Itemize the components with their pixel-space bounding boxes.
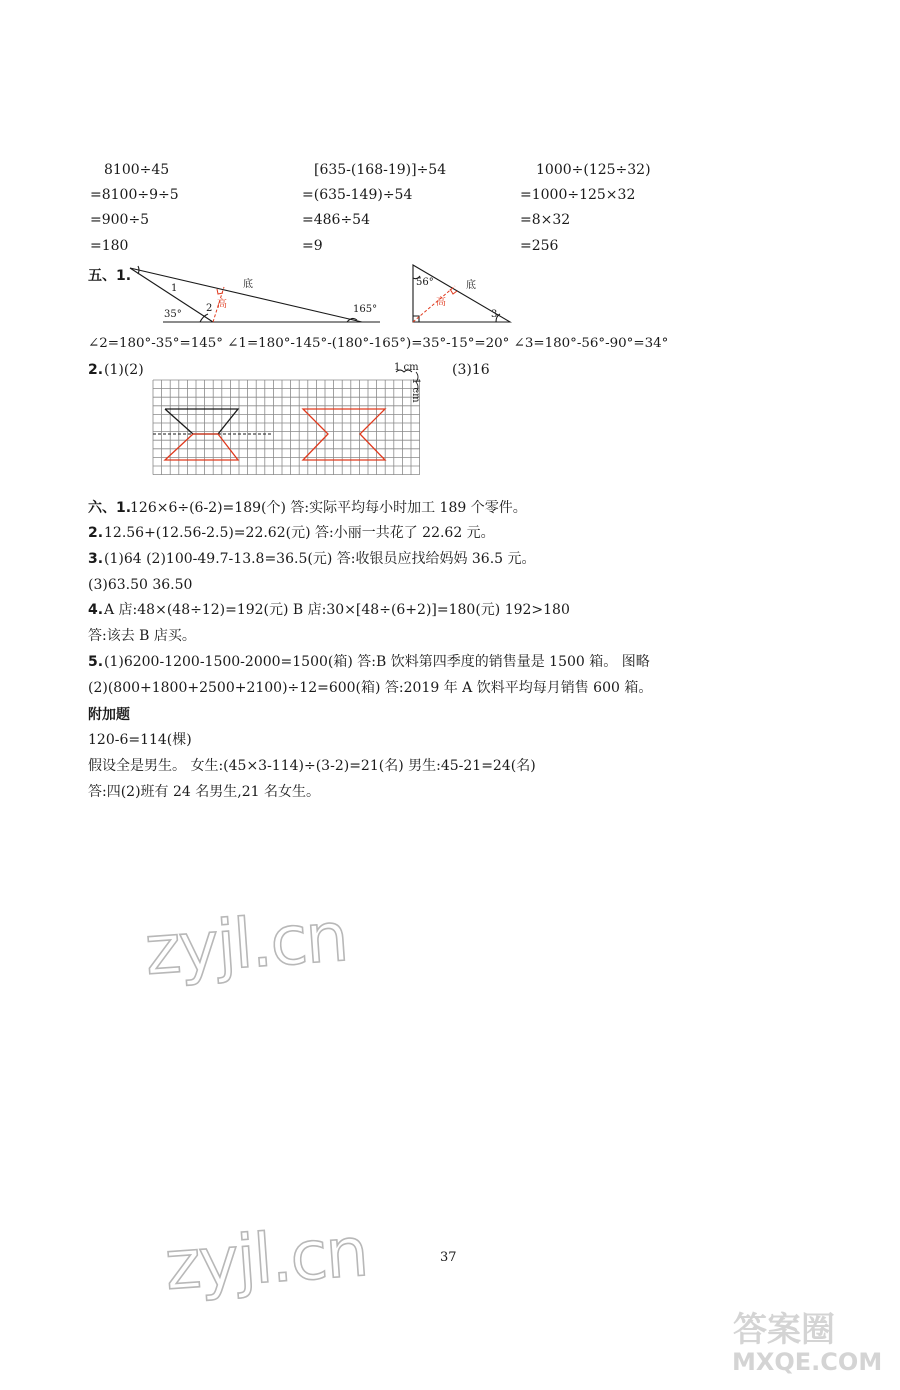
- extra-title: 附加题: [88, 707, 130, 723]
- angle-arc: [200, 314, 208, 322]
- translated-shape: [303, 409, 385, 460]
- fig2-label-3: 3: [491, 309, 498, 320]
- extra-line-2: 假设全是男生。 女生:(45×3-114)÷(3-2)=21(名) 男生:45-21=24(名): [88, 758, 536, 774]
- s6-q1-number: 六、1.: [88, 500, 132, 516]
- s6-q4-b: 答:该去 B 店买。: [88, 628, 196, 644]
- original-shape: [165, 409, 238, 434]
- s6-q3-number: 3.: [88, 551, 104, 567]
- calc-line: =9: [302, 238, 323, 254]
- calc-line: =180: [90, 238, 129, 254]
- s6-q1: 126×6÷(6-2)=189(个) 答:实际平均每小时加工 189 个零件。: [130, 500, 527, 516]
- calc-line: 1000÷(125÷32): [536, 162, 651, 178]
- calc-line: =1000÷125×32: [520, 187, 636, 203]
- square-grid: [153, 380, 420, 475]
- reflected-shape: [165, 434, 238, 460]
- calc-line: =8×32: [520, 212, 571, 228]
- page-number: 37: [440, 1250, 457, 1265]
- q2-number: 2.: [88, 362, 104, 378]
- extra-line-3: 答:四(2)班有 24 名男生,21 名女生。: [88, 784, 320, 800]
- q2-parts: (1)(2): [104, 362, 144, 378]
- cm-label-horizontal: 1 cm: [394, 362, 419, 373]
- calc-line: =8100÷9÷5: [90, 187, 179, 203]
- s6-q3-b: (3)63.50 36.50: [88, 577, 193, 593]
- fig1-angle-35: 35°: [164, 309, 182, 320]
- angle-arc: [347, 318, 357, 322]
- fig2-angle-56: 56°: [416, 277, 434, 288]
- fig1-label-2: 2: [206, 303, 213, 314]
- watermark-zyjl: zyjl.cn: [162, 1213, 370, 1306]
- s6-q5: (1)6200-1200-1500-2000=1500(箱) 答:B 饮料第四季度的销售量是 1500 箱。 图略: [104, 654, 650, 670]
- calc-line: =256: [520, 238, 559, 254]
- s6-q5-b: (2)(800+1800+2500+2100)÷12=600(箱) 答:2019 年 A 饮料平均每月销售 600 箱。: [88, 680, 653, 696]
- extra-line-1: 120-6=114(棵): [88, 732, 192, 748]
- s6-q5-number: 5.: [88, 654, 104, 670]
- s6-q2: 12.56+(12.56-2.5)=22.62(元) 答:小丽一共花了 22.62 元。: [104, 525, 495, 541]
- fig1-angle-165: 165°: [353, 304, 378, 315]
- height-line-2: [413, 286, 457, 322]
- calc-line: =486÷54: [302, 212, 370, 228]
- fig2-base-label: 底: [466, 280, 476, 291]
- fig1-height-label: 高: [217, 299, 227, 310]
- watermark-zyjl: zyjl.cn: [142, 898, 350, 991]
- s6-q3: (1)64 (2)100-49.7-13.8=36.5(元) 答:收银员应找给妈妈 36.5 元。: [104, 551, 536, 567]
- cm-label-vertical: 1 cm: [410, 378, 421, 403]
- s6-q4-number: 4.: [88, 602, 104, 618]
- angle-answer: ∠2=180°-35°=145° ∠1=180°-145°-(180°-165°)=35°-15°=20° ∠3=180°-56°-90°=34°: [88, 336, 669, 351]
- calc-line: =900÷5: [90, 212, 150, 228]
- calc-line: 8100÷45: [104, 162, 170, 178]
- fig1-base-label: 底: [243, 279, 253, 290]
- calc-line: =(635-149)÷54: [302, 187, 413, 203]
- right-angle-mark: [413, 316, 419, 322]
- answer-site-url: MXQE.COM: [732, 1348, 883, 1376]
- calc-line: [635-(168-19)]÷54: [314, 162, 447, 178]
- s6-q2-number: 2.: [88, 525, 104, 541]
- section-5-number: 五、1.: [88, 268, 132, 284]
- fig2-height-label: 高: [436, 297, 446, 308]
- s6-q4: A 店:48×(48÷12)=192(元) B 店:30×[48÷(6+2)]=180(元) 192>180: [104, 602, 570, 618]
- q2-part-3: (3)16: [452, 362, 490, 378]
- answer-site-logo: 答案圈: [733, 1310, 835, 1350]
- fig1-label-1: 1: [171, 283, 178, 294]
- angle-arc: [138, 266, 139, 274]
